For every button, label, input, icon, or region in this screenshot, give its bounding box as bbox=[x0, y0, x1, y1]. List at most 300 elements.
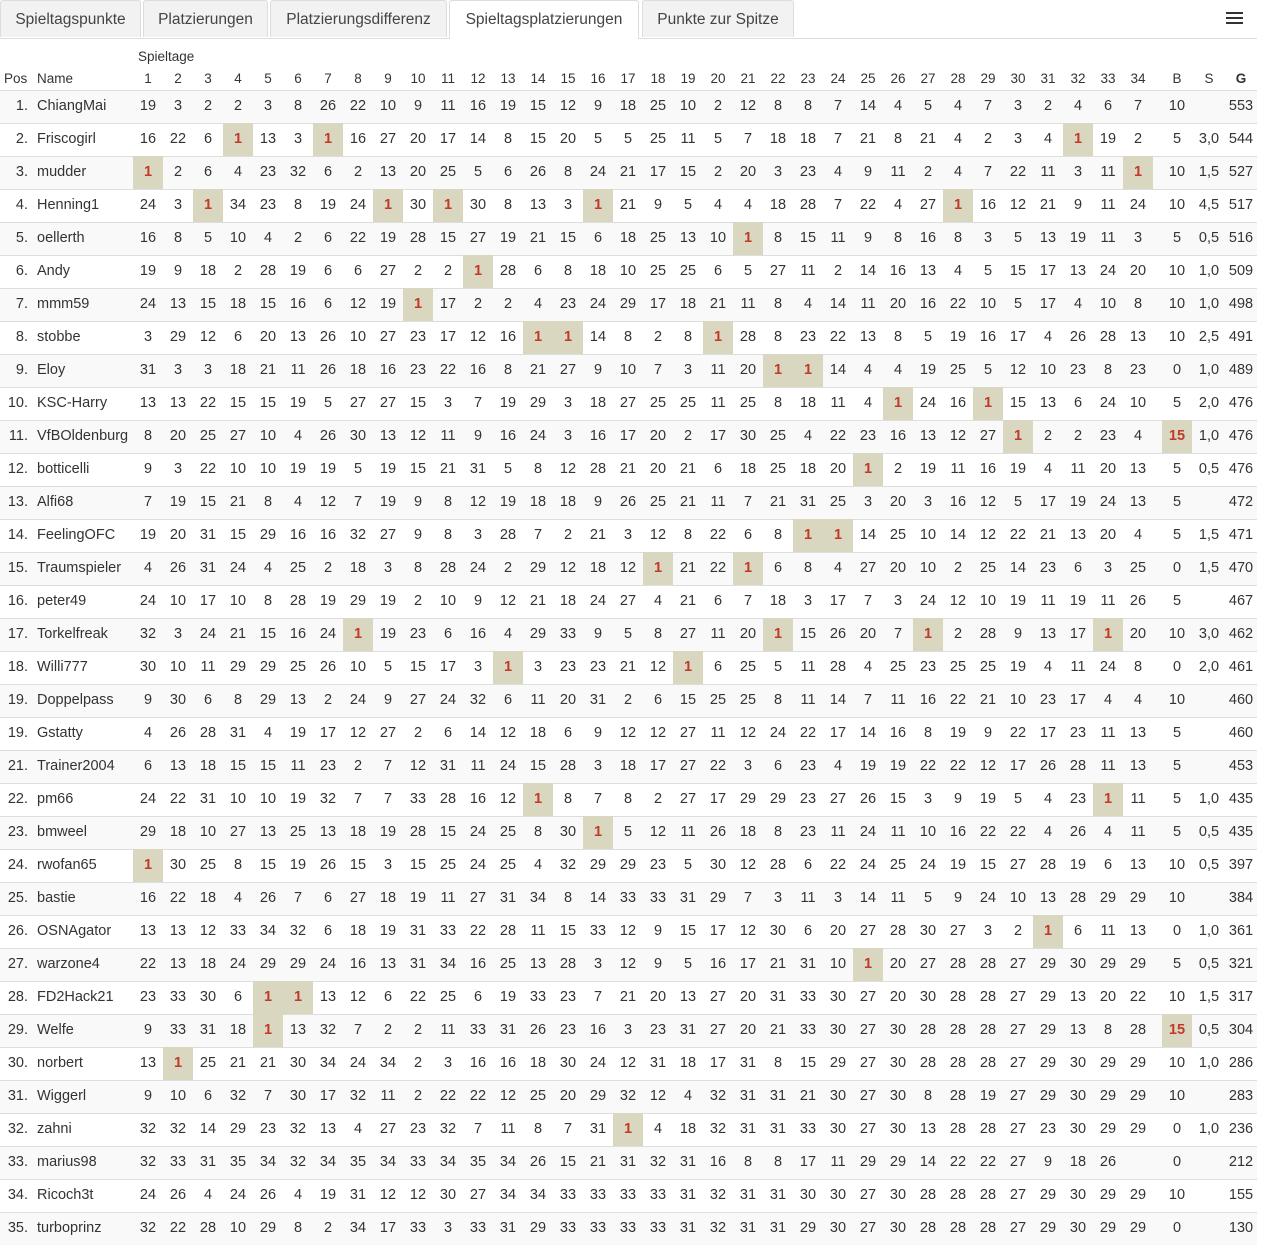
tab-platzierungen[interactable]: Platzierungen bbox=[143, 0, 268, 37]
matchday-rank: 8 bbox=[893, 329, 903, 345]
matchday-rank: 11 bbox=[860, 296, 876, 312]
matchday-rank: 3 bbox=[473, 659, 483, 675]
matchday-rank: 13 bbox=[679, 989, 697, 1005]
matchday-rank: 16 bbox=[469, 98, 487, 114]
matchday-rank: 7 bbox=[143, 494, 153, 510]
matchday-rank: 1 bbox=[523, 321, 553, 354]
matchday-rank: 31 bbox=[199, 527, 217, 543]
matchday-rank: 31 bbox=[499, 890, 517, 906]
matchday-rank: 28 bbox=[979, 1187, 997, 1203]
matchday-rank: 29 bbox=[1039, 1088, 1057, 1104]
matchday-rank: 24 bbox=[1099, 494, 1117, 510]
matchday-rank: 18 bbox=[799, 395, 817, 411]
row-name[interactable]: Traumspieler bbox=[37, 560, 122, 576]
matchday-rank: 2 bbox=[1013, 923, 1023, 939]
matchday-rank: 28 bbox=[769, 857, 787, 873]
matchday-rank: 1 bbox=[1003, 420, 1033, 453]
row-position: 21. bbox=[7, 758, 28, 774]
row-name[interactable]: FeelingOFC bbox=[37, 527, 116, 543]
matchday-rank: 8 bbox=[293, 197, 303, 213]
row-name[interactable]: zahni bbox=[37, 1121, 72, 1137]
row-name[interactable]: bastie bbox=[37, 890, 76, 906]
matchday-rank: 25 bbox=[829, 494, 847, 510]
matchday-rank: 1 bbox=[223, 123, 253, 156]
matchday-rank: 1 bbox=[733, 222, 763, 255]
matchday-rank: 15 bbox=[559, 1154, 577, 1170]
matchday-rank: 6 bbox=[443, 626, 453, 642]
matchday-rank: 7 bbox=[383, 758, 393, 774]
matchday-rank: 18 bbox=[229, 296, 247, 312]
matchday-rank: 13 bbox=[1129, 494, 1147, 510]
matchday-rank: 31 bbox=[409, 956, 427, 972]
matchday-rank: 8 bbox=[803, 98, 813, 114]
matchday-rank: 27 bbox=[679, 791, 697, 807]
matchday-rank: 6 bbox=[323, 296, 333, 312]
tab-spieltagspunkte[interactable]: Spieltagspunkte bbox=[0, 0, 141, 37]
matchday-rank: 34 bbox=[319, 1154, 337, 1170]
row-name[interactable]: peter49 bbox=[37, 593, 87, 609]
total-points: 361 bbox=[1228, 923, 1254, 939]
row-name[interactable]: FD2Hack21 bbox=[37, 989, 114, 1005]
matchday-rank: 22 bbox=[919, 758, 937, 774]
matchday-rank: 20 bbox=[889, 494, 907, 510]
matchday-rank: 24 bbox=[139, 593, 157, 609]
matchday-rank: 34 bbox=[259, 923, 277, 939]
matchday-rank: 21 bbox=[619, 461, 637, 477]
total-points: 384 bbox=[1228, 890, 1254, 906]
matchday-rank: 11 bbox=[1040, 593, 1056, 609]
matchday-rank: 4 bbox=[293, 428, 303, 444]
matchday-rank: 14 bbox=[469, 725, 487, 741]
matchday-rank: 25 bbox=[739, 692, 757, 708]
matchday-rank: 3 bbox=[803, 593, 813, 609]
matchday-rank: 16 bbox=[949, 395, 967, 411]
matchday-rank: 6 bbox=[1073, 560, 1083, 576]
matchday-rank bbox=[1123, 1146, 1153, 1179]
header-matchday: 9 bbox=[384, 71, 392, 86]
matchday-rank: 24 bbox=[439, 692, 457, 708]
row-name[interactable]: VfBOldenburg bbox=[37, 428, 129, 444]
matchday-rank: 15 bbox=[799, 1055, 817, 1071]
matchday-rank: 13 bbox=[1069, 263, 1087, 279]
matchday-rank: 8 bbox=[1133, 296, 1143, 312]
matchday-rank: 29 bbox=[1099, 1220, 1117, 1236]
matchday-rank: 12 bbox=[469, 329, 487, 345]
matchday-rank: 22 bbox=[469, 1088, 487, 1104]
matchday-rank: 28 bbox=[499, 527, 517, 543]
header-s: S bbox=[1204, 71, 1214, 86]
matchday-rank: 19 bbox=[499, 98, 517, 114]
matchday-rank: 17 bbox=[439, 659, 457, 675]
matchday-rank: 22 bbox=[169, 1220, 187, 1236]
matchday-rank: 30 bbox=[709, 857, 727, 873]
matchday-rank: 33 bbox=[469, 1022, 487, 1038]
matchday-rank: 29 bbox=[529, 560, 547, 576]
matchday-rank: 29 bbox=[1129, 1055, 1147, 1071]
matchday-rank: 16 bbox=[889, 263, 907, 279]
matchday-rank: 24 bbox=[139, 296, 157, 312]
row-name[interactable]: mmm59 bbox=[37, 296, 90, 312]
matchday-rank: 30 bbox=[199, 989, 217, 1005]
bonus-value: 5 bbox=[1172, 956, 1182, 972]
matchday-rank: 4 bbox=[1043, 131, 1053, 147]
matchday-rank: 12 bbox=[349, 296, 367, 312]
matchday-rank: 8 bbox=[773, 98, 783, 114]
matchday-rank: 6 bbox=[773, 758, 783, 774]
matchday-rank: 7 bbox=[743, 593, 753, 609]
matchday-rank: 24 bbox=[919, 857, 937, 873]
bonus-value: 10 bbox=[1168, 890, 1186, 906]
row-name[interactable]: warzone4 bbox=[37, 956, 100, 972]
matchday-rank: 28 bbox=[979, 1220, 997, 1236]
matchday-rank: 8 bbox=[443, 494, 453, 510]
matchday-rank: 30 bbox=[829, 1121, 847, 1137]
matchday-rank: 4 bbox=[1133, 692, 1143, 708]
matchday-rank: 2 bbox=[413, 593, 423, 609]
matchday-rank: 31 bbox=[769, 1187, 787, 1203]
matchday-rank: 6 bbox=[1103, 98, 1113, 114]
matchday-rank: 2 bbox=[443, 263, 453, 279]
matchday-rank: 34 bbox=[259, 1154, 277, 1170]
matchday-rank: 13 bbox=[169, 956, 187, 972]
header-g: G bbox=[1235, 71, 1247, 86]
matchday-rank: 3 bbox=[743, 758, 753, 774]
matchday-rank: 18 bbox=[559, 593, 577, 609]
s-value: 0,5 bbox=[1198, 857, 1220, 873]
matchday-rank: 28 bbox=[949, 956, 967, 972]
row-name[interactable]: Trainer2004 bbox=[37, 758, 115, 774]
bonus-value: 5 bbox=[1172, 527, 1182, 543]
tab-punkte-zur-spitze[interactable]: Punkte zur Spitze bbox=[642, 0, 794, 37]
matchday-rank: 4 bbox=[233, 890, 243, 906]
matchday-rank: 4 bbox=[1043, 329, 1053, 345]
matchday-rank: 3 bbox=[293, 131, 303, 147]
matchday-rank: 4 bbox=[653, 593, 663, 609]
matchday-rank: 8 bbox=[773, 1055, 783, 1071]
menu-icon[interactable] bbox=[1226, 9, 1246, 29]
matchday-rank: 23 bbox=[799, 329, 817, 345]
matchday-rank: 28 bbox=[949, 1022, 967, 1038]
matchday-rank: 4 bbox=[233, 164, 243, 180]
bonus-value: 15 bbox=[1162, 420, 1192, 453]
total-points: 453 bbox=[1228, 758, 1254, 774]
matchday-rank: 4 bbox=[1043, 824, 1053, 840]
header-matchday: 8 bbox=[354, 71, 362, 86]
matchday-rank: 29 bbox=[1039, 1022, 1057, 1038]
matchday-rank: 30 bbox=[289, 1055, 307, 1071]
row-name[interactable]: Doppelpass bbox=[37, 692, 114, 708]
matchday-rank: 18 bbox=[589, 395, 607, 411]
row-name[interactable]: Alfi68 bbox=[37, 494, 74, 510]
row-name[interactable]: Wiggerl bbox=[37, 1088, 87, 1104]
matchday-rank: 14 bbox=[949, 527, 967, 543]
matchday-rank: 29 bbox=[619, 857, 637, 873]
matchday-rank: 31 bbox=[769, 1088, 787, 1104]
matchday-rank: 27 bbox=[709, 989, 727, 1005]
matchday-rank: 28 bbox=[1069, 890, 1087, 906]
row-name[interactable]: stobbe bbox=[37, 329, 81, 345]
matchday-rank: 26 bbox=[1069, 824, 1087, 840]
matchday-rank: 19 bbox=[289, 725, 307, 741]
matchday-rank: 25 bbox=[979, 560, 997, 576]
matchday-rank: 19 bbox=[139, 98, 157, 114]
matchday-rank: 6 bbox=[803, 923, 813, 939]
matchday-rank: 30 bbox=[439, 1187, 457, 1203]
header-matchday: 18 bbox=[650, 71, 666, 86]
total-points: 460 bbox=[1228, 692, 1254, 708]
matchday-rank: 8 bbox=[623, 329, 633, 345]
matchday-rank: 12 bbox=[349, 725, 367, 741]
matchday-rank: 4 bbox=[893, 98, 903, 114]
matchday-rank: 9 bbox=[593, 98, 603, 114]
matchday-rank: 30 bbox=[139, 659, 157, 675]
matchday-rank: 23 bbox=[1039, 692, 1057, 708]
matchday-rank: 19 bbox=[1099, 131, 1117, 147]
matchday-rank: 22 bbox=[169, 791, 187, 807]
matchday-rank: 31 bbox=[199, 1022, 217, 1038]
matchday-rank: 2 bbox=[1043, 98, 1053, 114]
row-position: 18. bbox=[7, 659, 28, 675]
matchday-rank: 22 bbox=[859, 197, 877, 213]
matchday-rank: 31 bbox=[739, 1220, 757, 1236]
row-name[interactable]: Gstatty bbox=[37, 725, 83, 741]
matchday-rank: 4 bbox=[893, 197, 903, 213]
matchday-rank: 21 bbox=[589, 527, 607, 543]
matchday-rank: 8 bbox=[503, 362, 513, 378]
matchday-rank: 5 bbox=[983, 263, 993, 279]
matchday-rank: 18 bbox=[199, 956, 217, 972]
matchday-rank: 21 bbox=[709, 296, 727, 312]
row-name[interactable]: Willi777 bbox=[37, 659, 88, 675]
row-name[interactable]: botticelli bbox=[37, 461, 90, 477]
matchday-rank: 3 bbox=[443, 1055, 453, 1071]
matchday-rank: 12 bbox=[559, 98, 577, 114]
matchday-rank: 8 bbox=[1133, 659, 1143, 675]
total-points: 544 bbox=[1228, 131, 1254, 147]
matchday-rank: 2 bbox=[893, 461, 903, 477]
matchday-rank: 15 bbox=[889, 791, 907, 807]
matchday-rank: 3 bbox=[983, 923, 993, 939]
matchday-rank: 2 bbox=[923, 164, 933, 180]
matchday-rank: 6 bbox=[743, 527, 753, 543]
row-name[interactable]: Welfe bbox=[37, 1022, 74, 1038]
matchday-rank: 8 bbox=[773, 296, 783, 312]
s-value: 1,5 bbox=[1198, 527, 1220, 543]
matchday-rank: 25 bbox=[889, 527, 907, 543]
matchday-rank: 12 bbox=[649, 824, 667, 840]
matchday-rank: 20 bbox=[889, 560, 907, 576]
matchday-rank: 21 bbox=[1039, 527, 1057, 543]
matchday-rank: 22 bbox=[169, 131, 187, 147]
matchday-rank: 29 bbox=[1039, 1220, 1057, 1236]
row-name[interactable]: pm66 bbox=[37, 791, 74, 807]
matchday-rank: 27 bbox=[469, 230, 487, 246]
row-name[interactable]: Henning1 bbox=[37, 197, 100, 213]
matchday-rank: 1 bbox=[253, 1014, 283, 1047]
bonus-value: 5 bbox=[1172, 131, 1182, 147]
header-matchday: 4 bbox=[234, 71, 242, 86]
matchday-rank: 6 bbox=[503, 164, 513, 180]
matchday-rank: 30 bbox=[829, 1187, 847, 1203]
row-name[interactable]: Friscogirl bbox=[37, 131, 96, 147]
row-name[interactable]: ChiangMai bbox=[37, 98, 107, 114]
matchday-rank: 33 bbox=[799, 1022, 817, 1038]
total-points: 397 bbox=[1228, 857, 1254, 873]
matchday-rank: 24 bbox=[349, 197, 367, 213]
row-name[interactable]: OSNAgator bbox=[37, 923, 112, 939]
row-name[interactable]: Eloy bbox=[37, 362, 66, 378]
matchday-rank: 13 bbox=[139, 395, 157, 411]
matchday-rank: 10 bbox=[619, 362, 637, 378]
row-name[interactable]: Ricoch3t bbox=[37, 1187, 94, 1203]
matchday-rank: 19 bbox=[1069, 494, 1087, 510]
row-name[interactable]: marius98 bbox=[37, 1154, 97, 1170]
matchday-rank: 11 bbox=[380, 1088, 396, 1104]
matchday-rank: 20 bbox=[1129, 626, 1147, 642]
matchday-rank: 3 bbox=[443, 395, 453, 411]
matchday-rank: 19 bbox=[379, 923, 397, 939]
matchday-rank: 32 bbox=[349, 1088, 367, 1104]
matchday-rank: 9 bbox=[863, 230, 873, 246]
matchday-rank: 20 bbox=[1129, 263, 1147, 279]
matchday-rank: 22 bbox=[979, 1154, 997, 1170]
matchday-rank: 14 bbox=[859, 890, 877, 906]
matchday-rank: 6 bbox=[593, 230, 603, 246]
matchday-rank: 26 bbox=[529, 1022, 547, 1038]
matchday-rank: 30 bbox=[1069, 1187, 1087, 1203]
matchday-rank: 12 bbox=[499, 791, 517, 807]
total-points: 471 bbox=[1228, 527, 1254, 543]
matchday-rank: 11 bbox=[1100, 164, 1116, 180]
matchday-rank: 3 bbox=[173, 362, 183, 378]
total-points: 317 bbox=[1228, 989, 1254, 1005]
matchday-rank: 7 bbox=[743, 890, 753, 906]
total-points: 461 bbox=[1228, 659, 1254, 675]
matchday-rank: 8 bbox=[143, 428, 153, 444]
matchday-rank: 29 bbox=[259, 659, 277, 675]
bonus-value: 15 bbox=[1162, 1014, 1192, 1047]
row-name[interactable]: turboprinz bbox=[37, 1220, 102, 1236]
matchday-rank: 1 bbox=[523, 783, 553, 816]
matchday-rank: 25 bbox=[499, 956, 517, 972]
row-name[interactable]: bmweel bbox=[37, 824, 87, 840]
row-name[interactable]: Andy bbox=[37, 263, 71, 279]
matchday-rank: 11 bbox=[1130, 824, 1146, 840]
matchday-rank: 5 bbox=[1013, 791, 1023, 807]
matchday-rank: 11 bbox=[1100, 725, 1116, 741]
matchday-rank: 16 bbox=[499, 428, 517, 444]
matchday-rank: 33 bbox=[169, 1154, 187, 1170]
matchday-rank: 23 bbox=[559, 989, 577, 1005]
total-points: 286 bbox=[1228, 1055, 1254, 1071]
bonus-value: 5 bbox=[1172, 395, 1182, 411]
matchday-rank: 11 bbox=[890, 164, 906, 180]
matchday-rank: 13 bbox=[289, 329, 307, 345]
matchday-rank: 13 bbox=[1129, 857, 1147, 873]
row-name[interactable]: rwofan65 bbox=[37, 857, 97, 873]
matchday-rank: 30 bbox=[829, 1022, 847, 1038]
matchday-rank: 16 bbox=[499, 1055, 517, 1071]
matchday-rank: 2 bbox=[413, 725, 423, 741]
matchday-rank: 16 bbox=[379, 362, 397, 378]
matchday-rank: 18 bbox=[199, 263, 217, 279]
matchday-rank: 16 bbox=[919, 230, 937, 246]
matchday-rank: 12 bbox=[619, 956, 637, 972]
matchday-rank: 24 bbox=[229, 956, 247, 972]
matchday-rank: 20 bbox=[1099, 989, 1117, 1005]
matchday-rank: 15 bbox=[799, 626, 817, 642]
row-position: 27. bbox=[7, 956, 28, 972]
matchday-rank: 14 bbox=[829, 296, 847, 312]
matchday-rank: 3 bbox=[923, 494, 933, 510]
s-value: 3,0 bbox=[1198, 626, 1220, 642]
row-name[interactable]: mudder bbox=[37, 164, 87, 180]
matchday-rank: 27 bbox=[859, 1220, 877, 1236]
matchday-rank: 28 bbox=[919, 1187, 937, 1203]
matchday-rank: 17 bbox=[739, 956, 757, 972]
matchday-rank: 19 bbox=[499, 494, 517, 510]
matchday-rank: 26 bbox=[259, 890, 277, 906]
matchday-rank: 10 bbox=[979, 593, 997, 609]
row-name[interactable]: oellerth bbox=[37, 230, 85, 246]
tab-spieltagsplatzierungen[interactable]: Spieltagsplatzierungen bbox=[449, 0, 639, 39]
matchday-rank: 26 bbox=[619, 494, 637, 510]
matchday-rank: 12 bbox=[469, 494, 487, 510]
matchday-rank: 22 bbox=[949, 758, 967, 774]
matchday-rank: 25 bbox=[289, 560, 307, 576]
row-name[interactable]: norbert bbox=[37, 1055, 83, 1071]
row-name[interactable]: Torkelfreak bbox=[37, 626, 108, 642]
matchday-rank: 24 bbox=[1099, 263, 1117, 279]
matchday-rank: 8 bbox=[683, 329, 693, 345]
matchday-rank: 27 bbox=[859, 1022, 877, 1038]
row-position: 28. bbox=[7, 989, 28, 1005]
row-position: 14. bbox=[7, 527, 28, 543]
total-points: 435 bbox=[1228, 791, 1254, 807]
matchday-rank: 25 bbox=[739, 395, 757, 411]
matchday-rank: 11 bbox=[1070, 659, 1086, 675]
matchday-rank: 11 bbox=[440, 890, 456, 906]
matchday-rank: 3 bbox=[1013, 131, 1023, 147]
row-name[interactable]: KSC-Harry bbox=[37, 395, 108, 411]
matchday-rank: 9 bbox=[593, 494, 603, 510]
row-position: 8. bbox=[15, 329, 28, 345]
matchday-rank: 27 bbox=[469, 1187, 487, 1203]
matchday-rank: 26 bbox=[1069, 329, 1087, 345]
matchday-rank: 11 bbox=[1040, 164, 1056, 180]
matchday-rank: 29 bbox=[529, 626, 547, 642]
bonus-value: 0 bbox=[1172, 923, 1182, 939]
matchday-rank: 21 bbox=[529, 593, 547, 609]
matchday-rank: 7 bbox=[263, 1088, 273, 1104]
matchday-rank: 4 bbox=[953, 131, 963, 147]
matchday-rank: 5 bbox=[743, 263, 753, 279]
matchday-rank: 7 bbox=[863, 593, 873, 609]
matchday-rank: 19 bbox=[139, 527, 157, 543]
tab-platzierungsdifferenz[interactable]: Platzierungsdifferenz bbox=[270, 0, 447, 37]
matchday-rank: 4 bbox=[743, 197, 753, 213]
matchday-rank: 31 bbox=[799, 494, 817, 510]
matchday-rank: 17 bbox=[1039, 296, 1057, 312]
matchday-rank: 19 bbox=[949, 857, 967, 873]
matchday-rank: 25 bbox=[529, 1088, 547, 1104]
row-position: 19. bbox=[7, 725, 28, 741]
matchday-rank: 3 bbox=[863, 494, 873, 510]
matchday-rank: 32 bbox=[559, 857, 577, 873]
matchday-rank: 5 bbox=[383, 659, 393, 675]
matchday-rank: 6 bbox=[503, 692, 513, 708]
matchday-rank: 28 bbox=[1129, 1022, 1147, 1038]
